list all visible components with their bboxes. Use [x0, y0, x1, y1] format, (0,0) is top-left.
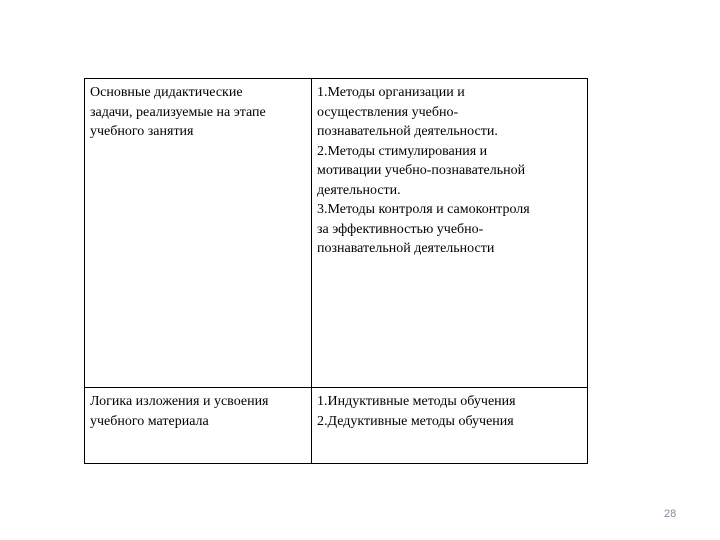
methods-list-cell [312, 388, 588, 464]
methods-list-cell [312, 79, 588, 388]
cell-text-line: за эффективностью учебно- [317, 221, 484, 237]
cell-text-line: 2.Дедуктивные методы обучения [317, 413, 514, 429]
cell-text-line: учебного материала [90, 413, 209, 429]
cell-text-line: 3.Методы контроля и самоконтроля [317, 202, 530, 217]
didactic-tasks-cell [85, 79, 312, 388]
cell-text-line: 2.Методы стимулирования и [317, 143, 488, 159]
cell-text-line: 1.Индуктивные методы обучения [317, 394, 516, 409]
cell-text-line: учебного занятия [90, 124, 194, 139]
cell-text-line: познавательной деятельности. [317, 124, 498, 139]
cell-text-line: 1.Методы организации и [317, 85, 465, 100]
page-number: 28 [664, 508, 677, 520]
cell-text-line: мотивации учебно-познавательной [317, 163, 526, 178]
methods-table [84, 78, 588, 464]
cell-text-line: деятельности. [317, 182, 401, 198]
cell-text-line: познавательной деятельности [317, 241, 495, 256]
table-row [85, 388, 588, 464]
cell-text-line: задачи, реализуемые на этапе [90, 104, 266, 120]
cell-text-line: Основные дидактические [90, 85, 243, 100]
cell-text-line: Логика изложения и усвоения [90, 394, 269, 409]
logic-cell [85, 388, 312, 464]
table-row [85, 79, 588, 388]
cell-text-line: осуществления учебно- [317, 104, 459, 120]
